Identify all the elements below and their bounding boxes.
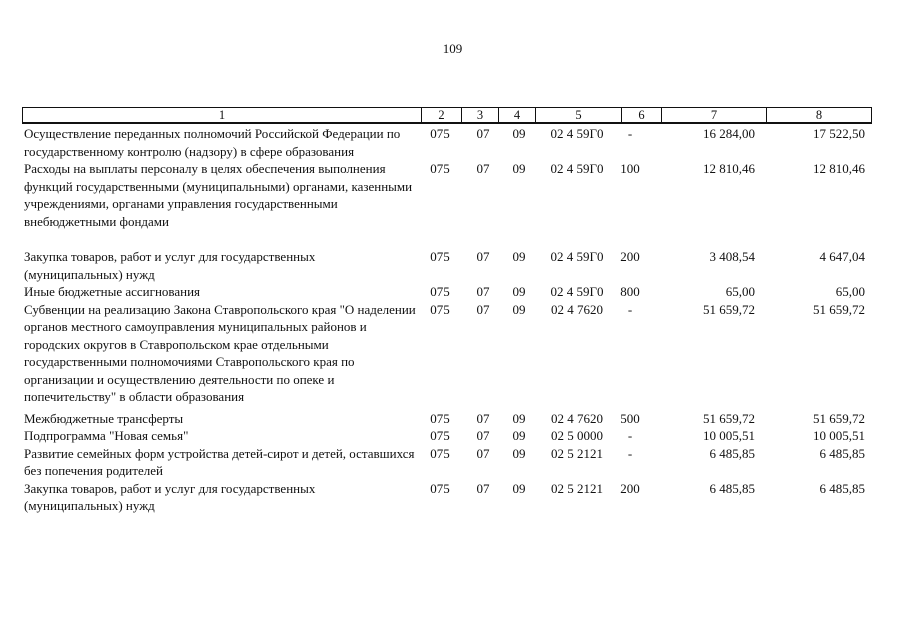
row-amount-col7: 12 810,46	[703, 161, 755, 176]
row-code-col5: 02 4 7620	[551, 410, 603, 426]
row-name: Межбюджетные трансферты	[24, 410, 184, 426]
table-header	[22, 107, 872, 124]
row-code-col4: 09	[512, 428, 526, 443]
row-code-col2: 075	[430, 410, 450, 426]
row-amount-col8: 51 659,72	[813, 410, 865, 426]
row-code-col2: 075	[430, 161, 450, 176]
row-code-col6: 200	[620, 249, 640, 264]
row-code-col6: 500	[620, 410, 640, 426]
row-code-col4: 09	[512, 249, 526, 264]
row-code-col4: 09	[512, 126, 526, 141]
row-code-col6: -	[627, 445, 633, 461]
row-name: Осуществление переданных полномочий Российской Федерации по государственному контролю (надзору) в сфере образования	[24, 126, 401, 159]
row-amount-col8: 51 659,72	[813, 301, 865, 317]
row-code-col2: 075	[430, 480, 450, 496]
row-code-col2: 075	[430, 126, 450, 141]
row-code-col5: 02 4 59Г0	[550, 284, 604, 299]
row-code-col4: 09	[512, 410, 526, 426]
table-row	[22, 160, 872, 230]
row-amount-col8: 65,00	[835, 284, 865, 299]
column-header-6: 6	[621, 108, 661, 122]
table-row	[22, 248, 872, 283]
table-body	[22, 125, 872, 515]
table-row	[22, 427, 872, 445]
row-code-col5: 02 5 2121	[551, 480, 603, 496]
row-name: Развитие семейных форм устройства детей-сирот и детей, оставшихся без попечения родителей	[24, 445, 415, 478]
row-code-col3: 07	[476, 161, 490, 176]
row-amount-col8: 6 485,85	[819, 480, 865, 496]
row-amount-col8: 10 005,51	[813, 428, 865, 443]
row-code-col4: 09	[512, 284, 526, 299]
row-code-col5: 02 4 59Г0	[550, 126, 604, 141]
row-amount-col7: 51 659,72	[703, 410, 755, 426]
row-name: Расходы на выплаты персоналу в целях обеспечения выполнения функций государственными (муниципальными) органами, казенными учреждениями, органами управления государственными внебюджетными фондами	[24, 161, 413, 229]
row-code-col2: 075	[430, 301, 450, 317]
row-code-col4: 09	[512, 445, 526, 461]
page-number: 109	[442, 41, 463, 56]
row-code-col3: 07	[476, 126, 490, 141]
row-amount-col8: 6 485,85	[819, 445, 865, 461]
row-code-col3: 07	[476, 284, 490, 299]
row-amount-col8: 12 810,46	[813, 161, 865, 176]
column-header-4: 4	[498, 108, 535, 122]
row-amount-col7: 16 284,00	[703, 126, 755, 141]
table-row	[22, 125, 872, 160]
row-code-col4: 09	[512, 301, 526, 317]
table-row	[22, 445, 872, 480]
row-code-col3: 07	[476, 428, 490, 443]
row-amount-col8: 17 522,50	[813, 126, 865, 141]
row-code-col6: 200	[620, 480, 640, 496]
row-code-col3: 07	[476, 480, 490, 496]
row-name: Закупка товаров, работ и услуг для государственных (муниципальных) нужд	[24, 480, 316, 513]
column-header-5: 5	[535, 108, 621, 122]
table-row	[22, 480, 872, 515]
row-code-col5: 02 4 59Г0	[550, 249, 604, 264]
row-code-col5: 02 4 59Г0	[550, 161, 604, 176]
row-code-col5: 02 4 7620	[551, 301, 603, 317]
row-code-col6: 100	[620, 161, 640, 176]
table-row	[22, 301, 872, 406]
row-code-col2: 075	[430, 249, 450, 264]
row-amount-col7: 10 005,51	[703, 428, 755, 443]
column-header-8: 8	[766, 108, 871, 122]
column-header-1: 1	[218, 108, 226, 122]
row-code-col3: 07	[476, 301, 490, 317]
row-code-col6: -	[627, 428, 633, 443]
row-amount-col7: 51 659,72	[703, 301, 755, 317]
row-name: Субвенции на реализацию Закона Ставропольского края "О наделении органов местного самоуправления муниципальных районов и городских округов в Ставропольском крае отдельными государственными полномочиями Ставропольского края по организации и осуществлению деятельности по опеке и попечительству" в области образования	[24, 301, 416, 404]
row-spacer	[22, 230, 872, 248]
row-code-col5: 02 5 2121	[551, 445, 603, 461]
row-name: Иные бюджетные ассигнования	[24, 284, 201, 299]
row-code-col3: 07	[476, 410, 490, 426]
row-code-col2: 075	[430, 284, 450, 299]
row-code-col6: 800	[620, 284, 640, 299]
row-name: Закупка товаров, работ и услуг для государственных (муниципальных) нужд	[24, 249, 316, 282]
row-code-col6: -	[627, 301, 633, 317]
row-code-col4: 09	[512, 161, 526, 176]
row-amount-col7: 6 485,85	[709, 445, 755, 461]
row-code-col2: 075	[430, 445, 450, 461]
row-amount-col7: 3 408,54	[709, 249, 755, 264]
table-row	[22, 283, 872, 301]
row-code-col5: 02 5 0000	[551, 428, 603, 443]
row-code-col3: 07	[476, 249, 490, 264]
table-row	[22, 410, 872, 428]
row-code-col4: 09	[512, 480, 526, 496]
row-amount-col7: 6 485,85	[709, 480, 755, 496]
row-amount-col8: 4 647,04	[819, 249, 865, 264]
column-header-2: 2	[421, 108, 461, 122]
row-code-col2: 075	[430, 428, 450, 443]
row-amount-col7: 65,00	[725, 284, 755, 299]
row-code-col6: -	[627, 126, 633, 141]
row-code-col3: 07	[476, 445, 490, 461]
column-header-7: 7	[661, 108, 766, 122]
column-header-3: 3	[461, 108, 498, 122]
row-name: Подпрограмма "Новая семья"	[24, 428, 189, 443]
